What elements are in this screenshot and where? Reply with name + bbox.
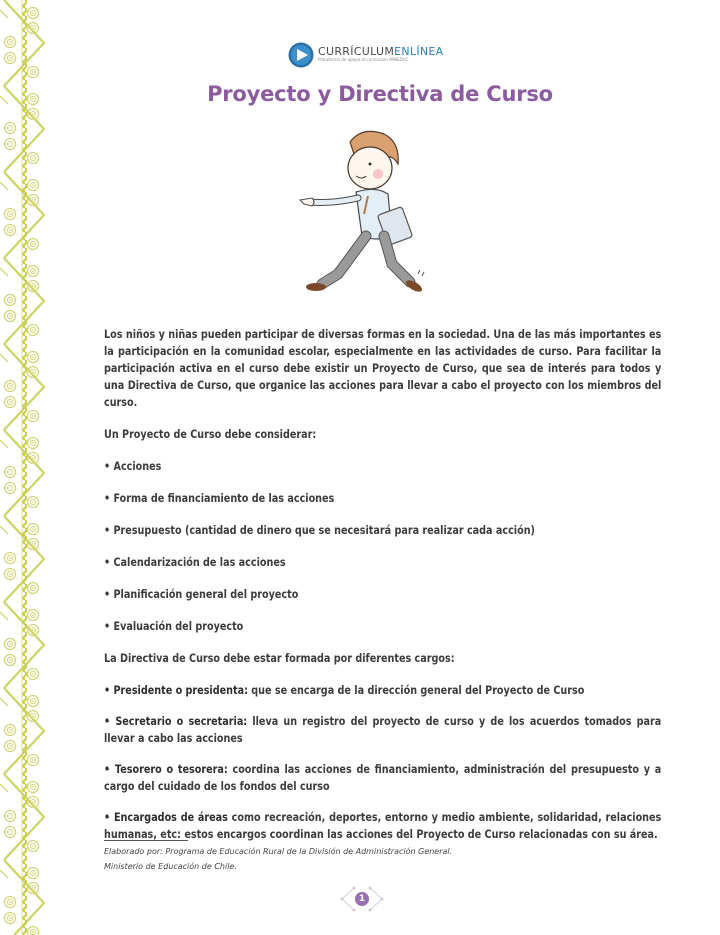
list-item: • Calendarización de las acciones xyxy=(104,556,286,569)
role-description: que se encarga de la dirección general del Proyecto de Curso xyxy=(247,684,585,697)
curriculum-en-linea-logo[interactable] xyxy=(288,42,443,68)
list-item: • Acciones xyxy=(104,460,162,473)
intro-paragraph: Los niños y niñas pueden participar de diversas formas en la sociedad. Una de las más importantes es la participación en la comunidad escolar, especialmente en las actividades de curso. Para facilitar la participación activa en el curso debe existir un Proyecto de Curso, que sea de interés para todos y una Directiva de Curso, que organice las acciones para llevar a cabo el proyecto con los miembros del curso. xyxy=(104,328,662,409)
credit-line-1: Elaborado por: Programa de Educación Rural de la División de Administración General. xyxy=(104,847,453,856)
credit-line-2: Ministerio de Educación de Chile. xyxy=(104,862,237,871)
logo-name xyxy=(318,46,443,57)
directiva-heading: La Directiva de Curso debe estar formada por diferentes cargos: xyxy=(104,652,455,665)
page-number: 1 xyxy=(355,892,369,906)
footnote-divider xyxy=(104,840,188,841)
list-item: • Forma de financiamiento de las acciones xyxy=(104,492,335,505)
logo-name-part1: CURRÍCULUM xyxy=(318,45,395,59)
list-item: • Planificación general del proyecto xyxy=(104,588,299,601)
role-name: • Secretario o secretaria: xyxy=(104,715,248,728)
logo-subtitle: Plataforma de apoyo al currículum MINEDUC xyxy=(318,58,409,64)
role-item-president xyxy=(104,682,661,699)
roles-list xyxy=(104,682,661,843)
role-description: lleva un registro del proyecto de curso y de los acuerdos tomados para llevar a cabo las acciones xyxy=(104,715,662,745)
project-list xyxy=(104,458,661,635)
list-item: • Evaluación del proyecto xyxy=(104,620,244,633)
play-logo-icon xyxy=(288,42,314,68)
page-number-badge xyxy=(336,884,388,914)
role-name: • Tesorero o tesorera: xyxy=(104,763,228,776)
role-item-area-managers xyxy=(104,809,661,843)
role-item-secretary xyxy=(104,713,661,747)
list-item: • Presupuesto (cantidad de dinero que se necesitará para realizar cada acción) xyxy=(104,524,535,537)
footnote xyxy=(104,844,452,874)
role-item-treasurer xyxy=(104,761,661,795)
decorative-border xyxy=(0,0,50,935)
role-description: coordina las acciones de financiamiento, administración del presupuesto y a cargo del cuidado de los fondos del curso xyxy=(104,763,662,793)
walking-boy-illustration xyxy=(292,124,428,304)
document-body xyxy=(104,326,661,857)
role-name: • Encargados de áreas xyxy=(104,811,228,824)
logo-name-part2: ENLÍNEA xyxy=(394,45,444,59)
role-name: • Presidente o presidenta: xyxy=(104,684,248,697)
role-description: como recreación, deportes, entorno y medio ambiente, solidaridad, relaciones humanas, etc: estos encargos coordinan las acciones del Proyecto de Curso relacionadas con su área. xyxy=(104,811,662,841)
project-heading: Un Proyecto de Curso debe considerar: xyxy=(104,428,317,441)
page-title: Proyecto y Directiva de Curso xyxy=(207,82,553,106)
